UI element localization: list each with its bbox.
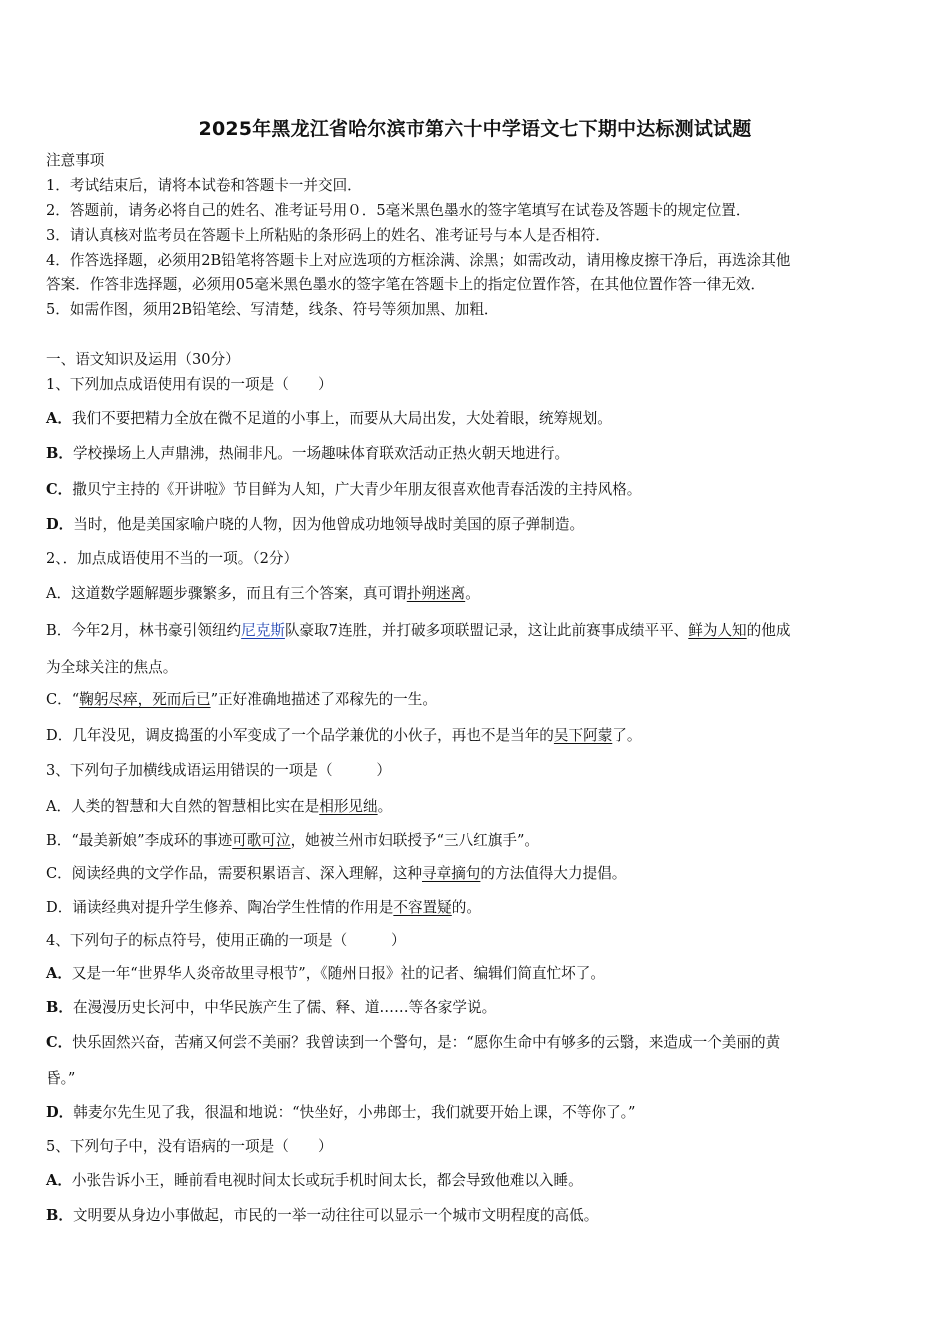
question-4-stem: 4、下列句子的标点符号，使用正确的一项是（ ） (46, 932, 406, 949)
section-heading: 一、语文知识及运用（30分） (46, 351, 240, 368)
page-title: 2025年黑龙江省哈尔滨市第六十中学语文七下期中达标测试试题 (198, 118, 752, 140)
option-text: A．人类的智慧和大自然的智慧相比实在是 (46, 798, 320, 815)
question-4-option-b (46, 998, 496, 1018)
option-text: ”正好准确地描述了邓稼先的一生。 (210, 691, 437, 708)
underlined-idiom: 鲜为人知 (688, 622, 747, 639)
option-text: 。 (377, 798, 393, 815)
underlined-idiom: 可歌可泣 (232, 832, 291, 849)
question-3-option-d (46, 898, 481, 918)
question-2-option-c (46, 690, 437, 710)
option-text: B．“最美新娘”李成环的事迹 (46, 832, 233, 849)
notice-item: 5．如需作图，须用2B铅笔绘、写清楚，线条、符号等须加黑、加粗． (46, 301, 499, 318)
option-text: 文明要从身边小事做起，市民的一举一动往往可以显示一个城市文明程度的高低。 (72, 1207, 599, 1224)
knicks-link[interactable]: 尼克斯 (241, 622, 285, 639)
notice-item: 4．作答选择题，必须用2B铅笔将答题卡上对应选项的方框涂满、涂黑；如需改动，请用橡皮擦干净后，再选涂其他 (46, 252, 791, 269)
option-text: 的。 (451, 899, 481, 916)
underlined-idiom: 相形见绌 (319, 798, 378, 815)
question-1-option-a (46, 409, 612, 429)
question-4-option-d (46, 1103, 635, 1123)
option-text: D．几年没见，调皮捣蛋的小军变成了一个品学兼优的小伙子，再也不是当年的 (46, 727, 554, 744)
option-text: A．这道数学题解题步骤繁多，而且有三个答案，真可谓 (46, 585, 407, 602)
option-text: 的他成 (746, 622, 791, 639)
underlined-idiom: 鞠躬尽瘁，死而后已 (79, 691, 211, 708)
option-text: 。 (465, 585, 480, 602)
question-2-option-a (46, 584, 480, 604)
underlined-idiom: 不容置疑 (393, 899, 452, 916)
question-1-option-d (46, 515, 584, 535)
notice-item: 1．考试结束后，请将本试卷和答题卡一并交回． (46, 177, 362, 194)
option-text: 小张告诉小王，睡前看电视时间太长或玩手机时间太长，都会导致他难以入睡。 (71, 1172, 583, 1189)
option-text: 当时，他是美国家喻户晓的人物，因为他曾成功地领导战时美国的原子弹制造。 (73, 516, 585, 533)
option-text: 我们不要把精力全放在微不足道的小事上，而要从大局出发，大处着眼，统筹规划。 (71, 410, 612, 427)
question-2-option-d (46, 726, 642, 746)
question-1-option-c (46, 480, 641, 500)
option-text: 了。 (612, 727, 642, 744)
option-label: A． (46, 410, 72, 427)
option-text: C．“ (46, 691, 80, 708)
question-3-option-b (46, 831, 539, 851)
question-4-option-a (46, 964, 605, 984)
option-text: 在漫漫历史长河中，中华民族产生了儒、释、道……等各家学说。 (72, 999, 497, 1016)
question-5-stem: 5、下列句子中，没有语病的一项是（ ） (46, 1138, 333, 1155)
question-3-option-a (46, 797, 392, 817)
question-2-option-b (46, 621, 790, 641)
option-label: C． (46, 481, 73, 498)
option-text: B．今年2月，林书豪引领纽约 (46, 622, 242, 639)
option-text: 韩麦尔先生见了我，很温和地说：“快坐好，小弗郎士，我们就要开始上课，不等你了。” (73, 1104, 636, 1121)
underlined-idiom: 扑朔迷离 (406, 585, 466, 602)
option-text: ，她被兰州市妇联授予“三八红旗手”。 (290, 832, 540, 849)
notice-item: 2．答题前，请务必将自己的姓名、准考证号用０．5毫米黑色墨水的签字笔填写在试卷及答题卡的规定位置． (46, 202, 751, 219)
question-5-option-a (46, 1171, 583, 1191)
option-label: A． (46, 1172, 72, 1189)
option-text: 学校操场上人声鼎沸，热闹非凡。一场趣味体育联欢活动正热火朝天地进行。 (72, 445, 570, 462)
question-5-option-b (46, 1206, 598, 1226)
question-1-option-b (46, 444, 569, 464)
question-1-stem: 1、下列加点成语使用有误的一项是（ ） (46, 376, 333, 393)
option-text: 队豪取7连胜，并打破多项联盟记录，这让此前赛事成绩平平、 (284, 622, 689, 639)
option-text: 快乐固然兴奋，苦痛又何尝不美丽？我曾读到一个警句，是：“愿你生命中有够多的云翳，来造成一个美丽的黄 (72, 1034, 781, 1051)
notice-heading: 注意事项 (46, 152, 105, 169)
option-text: 撒贝宁主持的《开讲啦》节目鲜为人知，广大青少年朋友很喜欢他青春活泼的主持风格。 (72, 481, 642, 498)
option-label: A． (46, 965, 72, 982)
option-label: B． (46, 445, 73, 462)
question-4-option-c-continued: 昏。” (46, 1070, 76, 1087)
underlined-idiom: 吴下阿蒙 (553, 727, 613, 744)
option-label: B． (46, 999, 73, 1016)
option-label: D． (46, 1104, 74, 1121)
option-label: B． (46, 1207, 73, 1224)
option-text: 的方法值得大力提倡。 (480, 865, 627, 882)
notice-item: 3．请认真核对监考员在答题卡上所粘贴的条形码上的姓名、准考证号与本人是否相符． (46, 227, 610, 244)
option-text: C．阅读经典的文学作品，需要积累语言、深入理解，这种 (46, 865, 423, 882)
question-3-stem: 3、下列句子加横线成语运用错误的一项是（ ） (46, 762, 391, 779)
option-label: C． (46, 1034, 73, 1051)
question-4-option-c (46, 1033, 780, 1053)
option-text: 又是一年“世界华人炎帝故里寻根节”，《随州日报》社的记者、编辑们简直忙坏了。 (71, 965, 605, 982)
question-2-option-b-continued: 为全球关注的焦点。 (46, 659, 178, 676)
question-2-stem: 2、．加点成语使用不当的一项。（2分） (46, 550, 299, 567)
question-3-option-c (46, 864, 626, 884)
notice-item: 答案．作答非选择题，必须用05毫米黑色墨水的签字笔在答题卡上的指定位置作答，在其他位置作答一律无效． (46, 276, 766, 293)
underlined-idiom: 寻章摘句 (422, 865, 481, 882)
option-text: D．诵读经典对提升学生修养、陶冶学生性情的作用是 (46, 899, 394, 916)
option-label: D． (46, 516, 74, 533)
